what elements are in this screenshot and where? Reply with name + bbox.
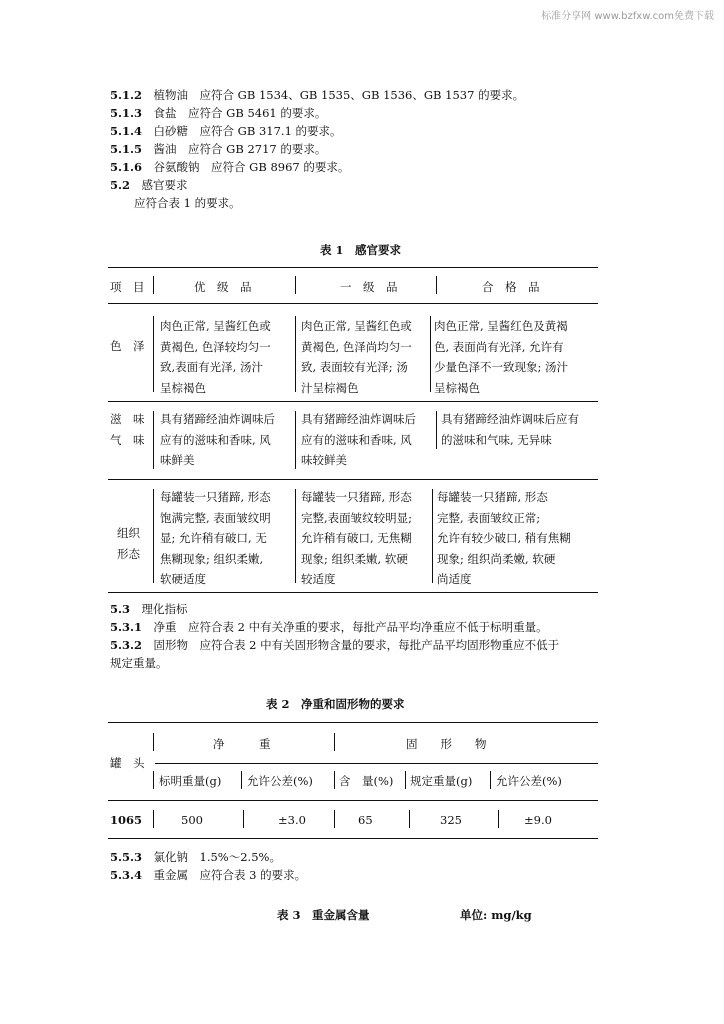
column-divider <box>295 489 296 583</box>
clause-title: 固形物 <box>153 638 189 652</box>
clause-number: 5.1.2 <box>110 88 143 102</box>
table2-cell: ±3.0 <box>278 813 306 827</box>
clause-text: 应符合表 2 中有关净重的要求，每批产品平均净重应不低于标明重量。 <box>188 620 548 634</box>
column-divider <box>430 316 431 392</box>
clause-title: 理化指标 <box>141 602 188 616</box>
table1-cell: 肉色正常, 呈酱红色及黄褐 色, 表面尚有光泽, 允许有 少量色泽不一致现象; 汤汁 呈棕褐色 <box>434 319 569 395</box>
column-divider <box>409 810 410 828</box>
clause-number: 5.3.1 <box>110 620 143 634</box>
column-divider <box>334 733 335 751</box>
clause-5-2 <box>110 176 524 194</box>
clause-number: 5.2 <box>110 178 131 192</box>
table1-row-rule <box>108 479 598 480</box>
table1-row-rule <box>108 401 598 402</box>
column-divider <box>153 411 154 469</box>
table2-top-rule <box>108 722 598 723</box>
table1-cell: 具有猪蹄经油炸调味后应有 的滋味和气味, 无异味 <box>441 412 579 447</box>
column-divider <box>498 810 499 828</box>
clause-text: 应符合 GB 2717 的要求。 <box>188 142 327 156</box>
clause-number: 5.3 <box>110 602 131 616</box>
clause-title: 植物油 <box>153 88 189 102</box>
clause-group-5-5 <box>110 848 306 884</box>
clause-5-3 <box>110 600 559 618</box>
column-divider <box>153 810 154 828</box>
clause-title: 氯化钠 <box>153 850 189 864</box>
column-divider <box>334 771 335 789</box>
table1-row-label: 组织 形态 <box>117 526 140 561</box>
table1-header-first-grade: 一 级 品 <box>340 280 398 294</box>
table2-sub-header: 允许公差(%) <box>496 774 562 788</box>
table2-cell: 325 <box>440 813 462 827</box>
clause-text: 应符合表 3 的要求。 <box>199 868 307 882</box>
column-divider <box>153 733 154 751</box>
clause-title: 白砂糖 <box>153 124 189 138</box>
table2-cell: ±9.0 <box>524 813 552 827</box>
column-divider <box>295 276 296 294</box>
table2-cell: 1065 <box>110 813 143 827</box>
clause-text: 应符合 GB 8967 的要求。 <box>211 160 350 174</box>
clause-number: 5.3.4 <box>110 868 143 882</box>
clause-title: 感官要求 <box>141 178 188 192</box>
clause-title: 重金属 <box>153 868 189 882</box>
table2-sub-header: 标明重量(g) <box>159 774 222 788</box>
table2-caption: 表 2 净重和固形物的要求 <box>266 697 405 711</box>
clause-5-1-2 <box>110 86 524 104</box>
column-divider <box>432 489 433 583</box>
clause-group-5-3 <box>110 600 559 672</box>
clause-number: 5.3.2 <box>110 638 143 652</box>
clause-title: 净重 <box>153 620 177 634</box>
clause-5-5-3 <box>110 848 306 866</box>
table2-cell: 500 <box>181 813 203 827</box>
column-divider <box>436 411 437 449</box>
table1-cell: 肉色正常, 呈酱红色或 黄褐色, 色泽尚均匀一 致, 表面较有光泽; 汤 汁呈棕褐色 <box>301 319 412 395</box>
clause-5-1-3 <box>110 104 524 122</box>
clause-5-1-5 <box>110 140 524 158</box>
clause-text: 应符合 GB 1534、GB 1535、GB 1536、GB 1537 的要求。 <box>199 88 525 102</box>
table1-cell: 肉色正常, 呈酱红色或 黄褐色, 色泽较均匀一 致,表面有光泽, 汤汁 呈棕褐色 <box>160 319 271 395</box>
clause-number: 5.1.4 <box>110 124 143 138</box>
column-divider <box>153 276 154 294</box>
clause-text: 应符合 GB 5461 的要求。 <box>188 106 327 120</box>
clause-number: 5.1.3 <box>110 106 143 120</box>
column-divider <box>405 771 406 789</box>
column-divider <box>334 810 335 828</box>
clause-text: 应符合表 2 中有关固形物含量的要求，每批产品平均固形物重应不低于 <box>199 638 560 652</box>
table3-unit: 单位: mg/kg <box>460 908 532 922</box>
column-divider <box>436 276 437 294</box>
column-divider <box>153 771 154 789</box>
clause-text: 1.5%～2.5%。 <box>199 850 281 864</box>
clause-number: 5.1.6 <box>110 160 143 174</box>
table1-row-label: 滋 味 气 味 <box>110 412 145 447</box>
column-divider <box>243 810 244 828</box>
column-divider <box>295 411 296 469</box>
table1-cell: 每罐装一只猪蹄, 形态 完整, 表面皱纹正常; 允许有较少破口, 稍有焦糊 现象; 组织尚柔嫩, 软硬 尚适度 <box>437 490 571 586</box>
table1-cell: 每罐装一只猪蹄, 形态 完整,表面皱纹较明显; 允许稍有破口, 无焦糊 现象; 组织柔嫩, 软硬 较适度 <box>301 490 413 586</box>
table2-header-rule <box>108 800 598 801</box>
table1-cell: 每罐装一只猪蹄, 形态 饱满完整, 表面皱纹明 显; 允许稍有破口, 无 焦糊现象; 组织柔嫩, 软硬适度 <box>160 490 271 586</box>
column-divider <box>153 316 154 392</box>
clause-5-1-4 <box>110 122 524 140</box>
clause-5-3-2 <box>110 636 559 654</box>
table1-header-premium: 优 级 品 <box>194 280 252 294</box>
clause-title: 谷氨酸钠 <box>153 160 200 174</box>
table1-header-qualified: 合 格 品 <box>482 280 540 294</box>
table1-caption: 表 1 感官要求 <box>320 243 402 257</box>
table2-cell: 65 <box>358 813 373 827</box>
table1-cell: 具有猪蹄经油炸调味后 应有的滋味和香味, 风 味较鲜美 <box>301 412 416 467</box>
table1-header-rule <box>108 303 598 304</box>
clause-number: 5.1.5 <box>110 142 143 156</box>
table2-header-net-weight: 净 重 <box>213 737 271 751</box>
table1-top-rule <box>108 267 598 268</box>
table1-bottom-rule <box>108 592 598 593</box>
table2-sub-header: 含 量(%) <box>339 774 394 788</box>
table2-bottom-rule <box>108 838 598 839</box>
clause-continuation: 规定重量。 <box>110 656 168 670</box>
column-divider <box>241 771 242 789</box>
column-divider <box>153 489 154 583</box>
clause-5-1-6 <box>110 158 524 176</box>
column-divider <box>490 771 491 789</box>
clause-list <box>110 86 524 212</box>
table2-sub-header: 允许公差(%) <box>247 774 313 788</box>
clause-title: 酱油 <box>153 142 177 156</box>
clause-5-3-1 <box>110 618 559 636</box>
table1-row-label: 色 泽 <box>110 339 145 353</box>
watermark: 标准分享网 www.bzfxw.com免费下载 <box>541 11 714 22</box>
table2-header-can: 罐 头 <box>110 756 145 770</box>
table1-header-item: 项 目 <box>110 280 145 294</box>
clause-text: 应符合 GB 317.1 的要求。 <box>199 124 342 138</box>
column-divider <box>295 316 296 392</box>
clause-5-3-4 <box>110 866 306 884</box>
clause-number: 5.5.3 <box>110 850 143 864</box>
table2-header-solids: 固 形 物 <box>406 737 487 751</box>
clause-body: 应符合表 1 的要求。 <box>134 196 241 210</box>
table3-caption: 表 3 重金属含量 <box>277 908 370 922</box>
clause-title: 食盐 <box>153 106 177 120</box>
table2-mid-rule <box>155 763 598 764</box>
table1-cell: 具有猪蹄经油炸调味后 应有的滋味和香味, 风 味鲜美 <box>160 412 275 467</box>
table2-sub-header: 规定重量(g) <box>410 774 473 788</box>
